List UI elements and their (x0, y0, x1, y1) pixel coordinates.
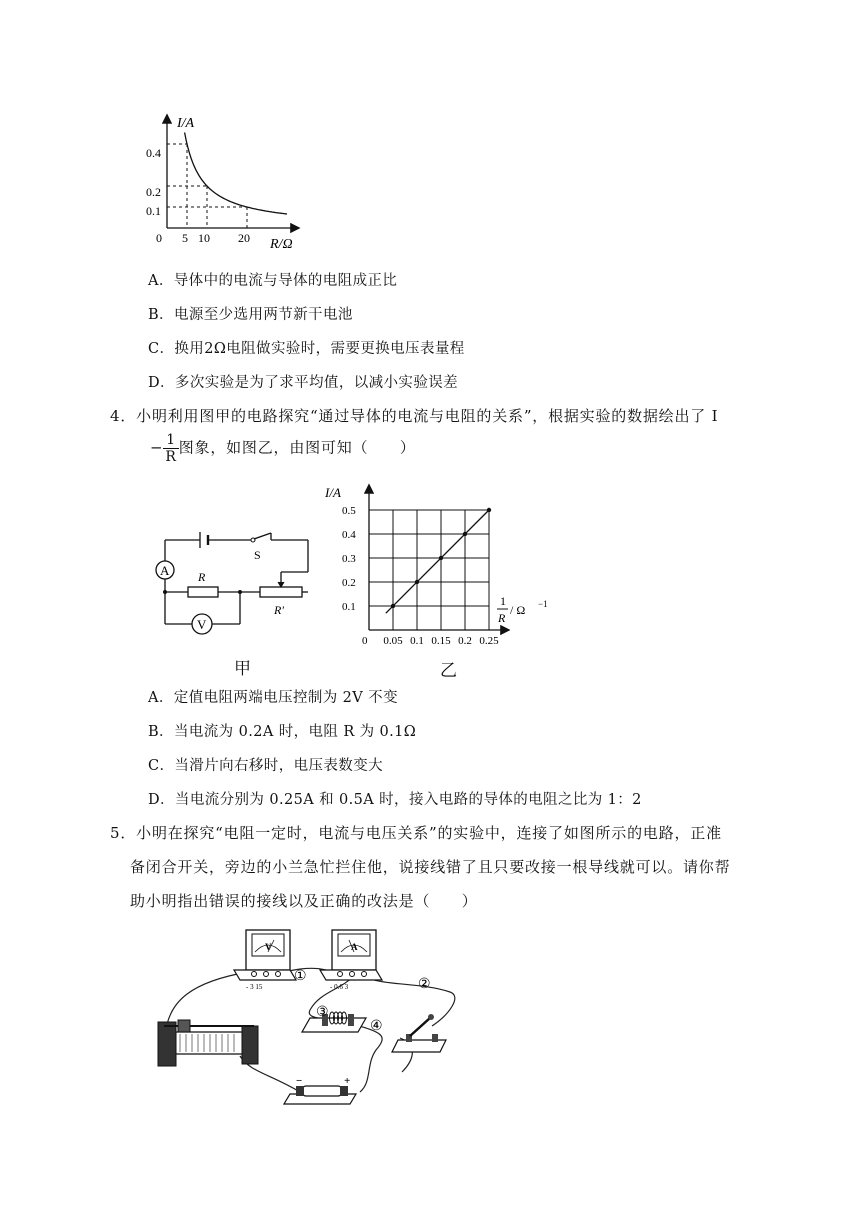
figure-caption-yi: 乙 (440, 661, 457, 681)
junction-dot (238, 590, 242, 594)
q3-option-b: B．电源至少选用两节新干电池 (148, 307, 353, 323)
svg-text:/ Ω: / Ω (510, 603, 526, 617)
i-vs-reciprocal-r-graph (318, 478, 558, 658)
x-tick-label: 0.25 (479, 635, 499, 647)
figure-caption-jia: 甲 (234, 659, 251, 679)
ammeter-terminals: - 0.6 3 (330, 983, 349, 991)
switch-label: S (254, 548, 261, 562)
voltmeter-label: V (197, 617, 207, 632)
circuit-diagram-jia (148, 520, 318, 670)
apparatus-figure (150, 922, 470, 1112)
junction-dot (163, 590, 167, 594)
x-axis-label (497, 594, 548, 625)
switch-symbol (251, 533, 271, 542)
x-tick-label: 5 (182, 231, 188, 245)
wire-label-4: ④ (370, 1019, 383, 1034)
stem-suffix: 图象，如图乙，由图可知（ ） (178, 438, 416, 457)
q5-stem-line2: 备闭合开关，旁边的小兰急忙拦住他，说接线错了且只要改接一根导线就可以。请你帮 (130, 858, 731, 876)
sliding-rheostat (158, 1020, 258, 1066)
y-tick-labels (342, 505, 356, 613)
svg-text:1: 1 (500, 594, 506, 608)
q4-option-d: D．当电流分别为 0.25A 和 0.5A 时，接入电路的导体的电阻之比为 1：2 (148, 792, 642, 808)
svg-text:−1: −1 (538, 599, 548, 609)
origin-label: 0 (362, 635, 368, 647)
ammeter-label: A (160, 563, 170, 578)
data-point (415, 580, 419, 584)
i-r-curve-figure (140, 108, 310, 250)
ammeter (320, 930, 382, 991)
q5-stem-line3: 助小明指出错误的接线以及正确的改法是（ ） (130, 892, 478, 910)
data-point (463, 532, 467, 536)
x-tick-label: 0.05 (383, 635, 403, 647)
q3-option-a: A．导体中的电流与导体的电阻成正比 (148, 273, 398, 289)
voltmeter-terminals: - 3 15 (246, 983, 263, 991)
data-line (386, 510, 489, 613)
rheostat-label: R′ (274, 603, 284, 617)
x-tick-label: 0.2 (458, 635, 472, 647)
q5-stem-line1: 5．小明在探究“电阻一定时，电流与电压关系”的实验中，连接了如图所示的电路，正准 (110, 824, 722, 842)
resistor-r (188, 587, 218, 597)
q4-option-b: B．当电流为 0.2A 时，电阻 R 为 0.1Ω (148, 724, 417, 740)
y-tick-label: 0.2 (146, 185, 161, 199)
battery-symbol (200, 532, 208, 548)
x-tick-labels (383, 635, 499, 647)
voltmeter-label: V (265, 942, 272, 952)
q3-option-d: D．多次实验是为了求平均值，以减小实验误差 (148, 375, 459, 391)
x-tick-label: 20 (238, 231, 250, 245)
resistor-label: R (198, 570, 206, 584)
data-point (439, 556, 443, 560)
x-tick-label: 0.1 (410, 635, 424, 647)
x-tick-label: 10 (198, 231, 210, 245)
minus-sign: − (150, 438, 164, 457)
rheostat-slider-arrow (278, 582, 284, 587)
x-axis-label: R/Ω (270, 237, 293, 250)
wire-label-3: ③ (316, 1005, 329, 1020)
q3-option-c: C．换用2Ω电阻做实验时，需要更换电压表量程 (148, 341, 465, 357)
y-tick-label: 0.3 (342, 553, 356, 565)
wire-label-2: ② (418, 977, 431, 992)
origin-label: 0 (156, 231, 162, 245)
rheostat-r-prime (260, 587, 302, 597)
data-point (487, 508, 491, 512)
y-tick-label: 0.2 (342, 577, 356, 589)
y-axis-label: I/A (177, 116, 195, 131)
q4-stem-line1: 4．小明利用图甲的电路探究“通过导体的电流与电阻的关系”，根据实验的数据绘出了 I (110, 407, 719, 425)
ammeter-label: A (351, 942, 358, 952)
data-point (391, 604, 395, 608)
curve-line (185, 133, 287, 215)
y-tick-label: 0.5 (342, 505, 356, 517)
q4-stem-line2 (150, 432, 416, 465)
voltmeter (234, 930, 296, 991)
y-tick-label: 0.1 (146, 204, 161, 218)
y-axis-label: I/A (325, 485, 341, 500)
wire-label-1: ① (294, 969, 307, 984)
fixed-resistor (302, 1012, 366, 1032)
q4-option-a: A．定值电阻两端电压控制为 2V 不变 (148, 690, 398, 706)
one-over-r-fraction: $\frac{1}{R}$ (165, 432, 177, 465)
y-tick-label: 0.1 (342, 601, 356, 613)
x-tick-label: 0.15 (431, 635, 451, 647)
y-tick-label: 0.4 (342, 529, 356, 541)
svg-text:R: R (498, 611, 506, 625)
y-tick-label: 0.4 (146, 146, 161, 160)
battery-minus-label: − (296, 1075, 303, 1087)
battery-plus-label: + (344, 1075, 351, 1087)
q4-option-c: C．当滑片向右移时，电压表数变大 (148, 758, 383, 774)
knife-switch (392, 1014, 446, 1052)
